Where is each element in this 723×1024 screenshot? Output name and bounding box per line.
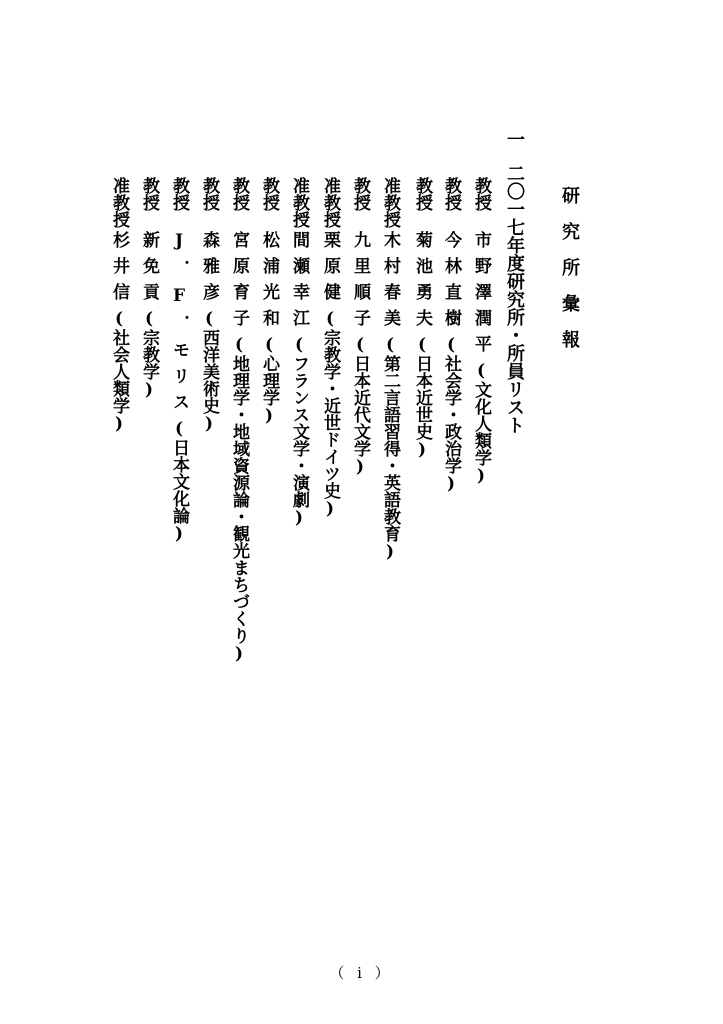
staff-rank: 教授 (199, 177, 219, 211)
staff-field: (宗教学) (139, 309, 159, 400)
staff-row (260, 177, 277, 426)
staff-name: 九里順子 (350, 231, 370, 335)
staff-rank: 教授 (139, 177, 159, 211)
staff-rank: 教授 (169, 177, 189, 211)
staff-row (381, 177, 398, 562)
staff-field: (西洋美術史) (199, 309, 219, 434)
staff-row (413, 177, 430, 460)
staff-field: (フランス文学・演劇) (289, 335, 309, 528)
staff-rank: 教授 (259, 177, 279, 211)
staff-field: (心理学) (259, 335, 279, 426)
staff-rank: 教授 (229, 177, 249, 211)
page-number: （ i ） (329, 964, 394, 982)
staff-row (442, 177, 459, 494)
staff-name: 杉井信 (109, 231, 129, 309)
section-number: 一 (504, 130, 525, 148)
staff-name: 宮原育子 (229, 231, 249, 335)
staff-row (110, 177, 127, 434)
staff-rank: 准教授 (380, 177, 400, 228)
staff-name: 今林直樹 (441, 231, 461, 335)
staff-name: 木村春美 (380, 231, 400, 335)
staff-row (351, 177, 368, 477)
staff-name: 間瀬幸江 (289, 231, 309, 335)
staff-field: (地理学・地域資源論・観光まちづくり) (229, 335, 249, 664)
staff-name: 栗原健 (320, 231, 340, 309)
staff-row (200, 177, 217, 434)
staff-field: (第二言語習得・英語教育) (380, 335, 400, 562)
staff-rank: 教授 (350, 177, 370, 211)
staff-name: 新免貢 (139, 231, 159, 309)
staff-rank: 准教授 (109, 177, 129, 228)
staff-field: (宗教学・近世ドイツ史) (320, 309, 340, 519)
staff-row (321, 177, 338, 519)
staff-row (472, 177, 489, 486)
staff-rank: 教授 (441, 177, 461, 211)
staff-field: (日本文化論) (169, 419, 189, 544)
staff-row (140, 177, 157, 400)
staff-name: 市野澤潤平 (471, 231, 491, 361)
staff-row (230, 177, 247, 664)
staff-field: (文化人類学) (471, 361, 491, 486)
staff-row (170, 177, 187, 544)
staff-rank: 准教授 (320, 177, 340, 228)
staff-name: 森雅彦 (199, 231, 219, 309)
journal-title: 研究所彙報 (559, 186, 580, 366)
staff-rank: 教授 (471, 177, 491, 211)
staff-name: 松浦光和 (259, 231, 279, 335)
staff-field: (社会学・政治学) (441, 335, 461, 494)
staff-name: J．F．モリス (169, 231, 189, 419)
staff-name: 菊池勇夫 (412, 231, 432, 335)
section-title: 二〇一七年度研究所・所員リスト (504, 164, 525, 434)
staff-field: (日本近世史) (412, 335, 432, 460)
staff-rank: 教授 (412, 177, 432, 211)
staff-rank: 准教授 (289, 177, 309, 228)
staff-field: (日本近代文学) (350, 335, 370, 477)
staff-row (290, 177, 307, 528)
staff-field: (社会人類学) (109, 309, 129, 434)
